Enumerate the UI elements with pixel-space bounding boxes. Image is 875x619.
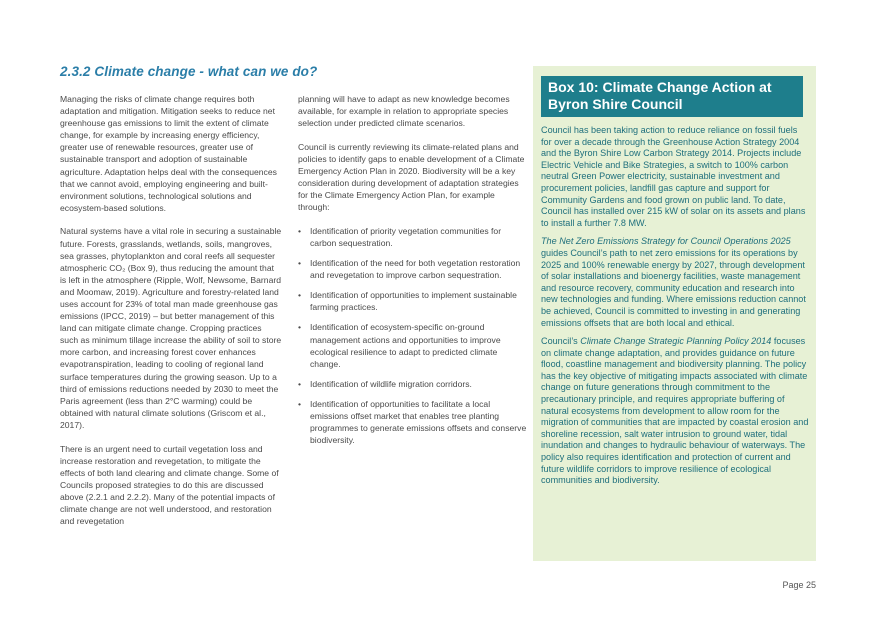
page-number: Page 25 <box>782 580 816 590</box>
list-item <box>298 257 528 281</box>
list-item-text: Identification of opportunities to implement sustainable farming practices. <box>310 290 517 313</box>
box-paragraph-text: Council’s <box>541 336 581 347</box>
box-paragraph-fossil-fuels: Council has been taking action to reduce reliance on fossil fuels for over a decade through the Greenhouse Action Strategy 2004 and the Byron Shire Low Carbon Strategy 2014. Projects include Electric Vehicle and Bike Strategies, a switch to 100% carbon neutral Green Power electricity, sustainable investment and procurement policies, landfill gas capture and support for Community Gardens and food grown on public land. To date, Council has installed over 215 kW of solar on its assets and plans to install a further 7.8 MW. <box>541 125 806 228</box>
bullet-icon: • <box>298 258 302 269</box>
paragraph-natural-systems: Natural systems have a vital role in securing a sustainable future. Forests, grasslands, wetlands, soils, mangroves, sea grasses, phytoplankton and coral reefs all sequester atmospheric CO₂ (Box 9), thus reducing the amount that is left in the atmosphere (Ripple, Wolf, Newsome, Barnard and Moomaw, 2019). Agriculture and forestry-related land uses account for 23% of total man made greenhouse gas emissions (IPCC, 2019) – but better management of this land can mitigate climate change. Cropping practices such as minimum tillage increase the ability of soil to store more carbon, and increasing forest cover enhances evapotranspiration, leading to cooling of regional land surface temperatures during the growing season. Up to a third of emissions reductions needed by 2030 to meet the Paris agreement (less than 2°C warming) could be obtained with natural climate solutions (Griscom et al., 2017). <box>60 226 282 430</box>
list-item <box>298 321 528 369</box>
middle-text-column <box>298 93 528 454</box>
bullet-icon: • <box>298 290 302 301</box>
box-paragraph-net-zero <box>541 236 809 329</box>
paragraph-mitigation-adaptation: Managing the risks of climate change requires both adaptation and mitigation. Mitigation seeks to reduce net greenhouse gas emissions to limit the extent of climate change, for example by increasing energy efficiency, greater use of renewable resources, greater use of sustainable transport and adoption of sustainable agriculture. Adaptation helps deal with the consequences that we cannot avoid, employing engineering and built-environment solutions, technological solutions and ecosystem-based solutions. <box>60 94 277 213</box>
box-paragraph-text: guides Council’s path to net zero emissions for its operations by 2025 and 100% renewable energy by 2027, through development of solar installations and bioenergy facilities, waste management and resource recovery, community education and research into new technologies and funding. Where emissions reduction cannot be achieved, Council is committed to investing in and generating emissions offsets that are both local and ethical. <box>541 247 806 328</box>
box-body <box>541 125 809 494</box>
paragraph-vegetation-loss: There is an urgent need to curtail vegetation loss and increase restoration and revegetation, to mitigate the effects of both land clearing and climate change. Some of Councils proposed strategies to do this are discussed above (2.2.1 and 2.2.2). Many of the potential impacts of climate change are not well understood, and restoration and revegetation <box>60 443 279 527</box>
list-item-text: Identification of the need for both vegetation restoration and revegetation to improve carbon sequestration. <box>310 258 521 281</box>
list-item <box>298 289 528 313</box>
paragraph-planning-adapt: planning will have to adapt as new knowledge becomes available, for example in relation to appropriate species selection under predicted climate scenarios. <box>298 94 510 129</box>
list-item <box>298 225 528 249</box>
paragraph-council-reviewing: Council is currently reviewing its climate-related plans and policies to identify gaps to enable development of a Climate Emergency Action Plan in 2020. Biodiversity will be a key consideration during development of adaptation strategies for the Climate Emergency Action Plan, for example through: <box>298 141 525 213</box>
list-item <box>298 378 528 390</box>
box-paragraph-text: focuses on climate change adaptation, and provides guidance on future flood, coastline management and biodiversity planning. The policy has the key objective of mitigating impacts associated with climate change on future generations through commitment to the precautionary principle, and requires appropriate buffering of natural ecosystems from development to allow room for the migration of communities that are impacted by coastal erosion and shoreline recession, salt water intrusion to ground water, tidal inundation and changes to hydraulic behaviour of waterways. The policy also requires identification and protection of current and future wildlife corridors to improve resilience of ecological communities and biodiversity. <box>541 336 809 486</box>
list-item-text: Identification of priority vegetation communities for carbon sequestration. <box>310 225 502 248</box>
bullet-icon: • <box>298 398 302 409</box>
list-item <box>298 398 528 446</box>
box-title: Box 10: Climate Change Action at Byron Shire Council <box>541 76 803 117</box>
section-title: 2.3.2 Climate change - what can we do? <box>60 64 318 79</box>
adaptation-strategy-list <box>298 225 528 446</box>
box-paragraph-policy <box>541 336 809 487</box>
list-item-text: Identification of wildlife migration corridors. <box>310 378 472 389</box>
list-item-text: Identification of ecosystem-specific on-ground management actions and opportunities to improve ecological resilience to adapt to predicted climate change. <box>310 322 501 369</box>
bullet-icon: • <box>298 225 302 236</box>
left-text-column <box>60 93 282 539</box>
list-item-text: Identification of opportunities to facilitate a local emissions offset market that enables tree planting programmes to generate emissions offsets and conserve biodiversity. <box>310 398 527 446</box>
climate-action-box <box>533 66 816 561</box>
bullet-icon: • <box>298 378 302 389</box>
policy-title: Climate Change Strategic Planning Policy 2014 <box>580 336 772 347</box>
strategy-title: The Net Zero Emissions Strategy for Council Operations 2025 <box>541 236 791 247</box>
bullet-icon: • <box>298 322 302 333</box>
